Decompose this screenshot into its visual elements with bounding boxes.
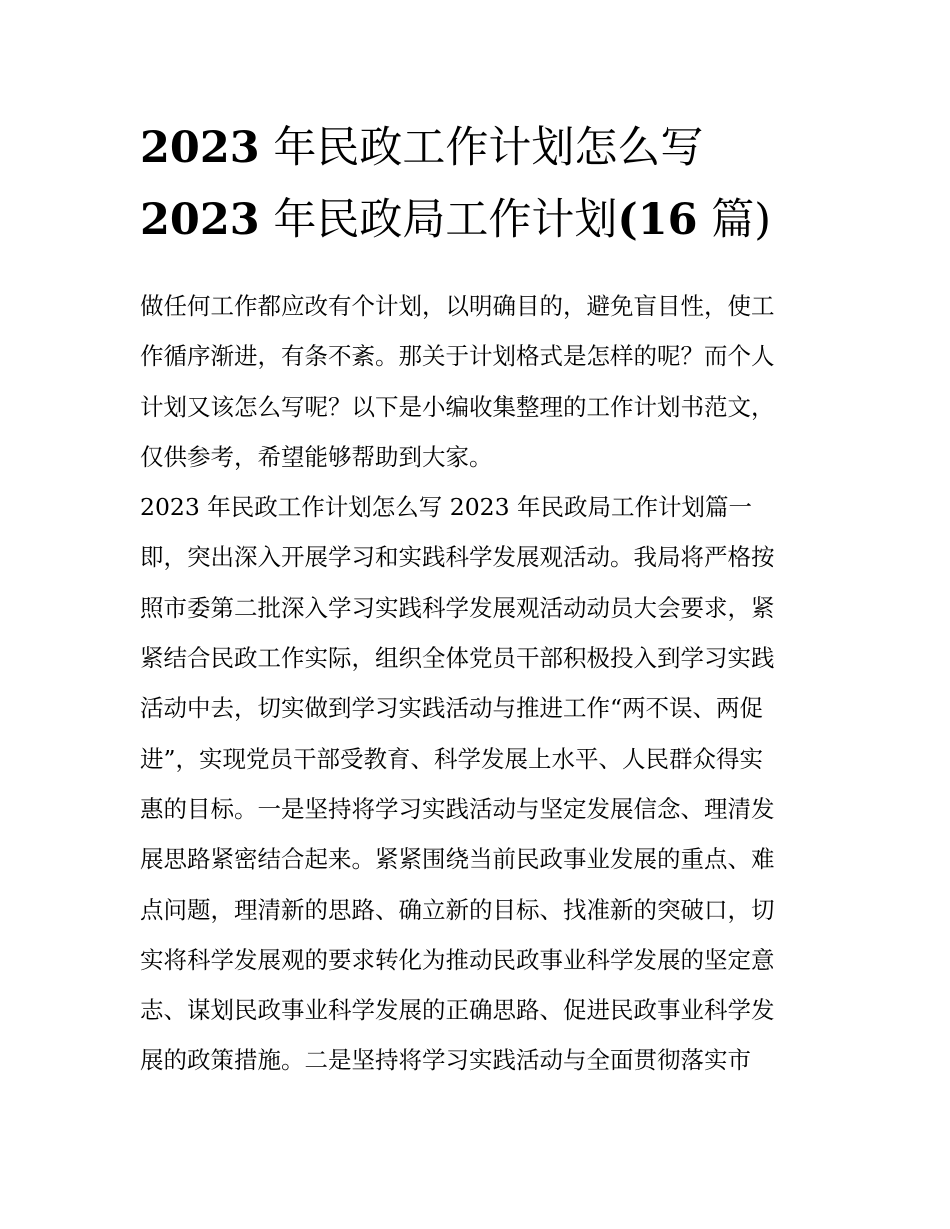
body-line: 展思路紧密结合起来。紧紧围绕当前民政事业发展的重点、难 bbox=[140, 845, 775, 874]
title-line-2 bbox=[140, 184, 830, 256]
document-body bbox=[140, 281, 820, 1086]
title-year: 2023 bbox=[140, 123, 260, 173]
title-text: 年民政工作计划怎么写 bbox=[273, 123, 704, 173]
body-line: 做任何工作都应改有个计划，以明确目的，避免盲目性，使工 bbox=[140, 292, 775, 320]
body-line: 紧结合民政工作实际，组织全体党员干部积极投入到学习实践 bbox=[140, 644, 775, 673]
title-line-1 bbox=[140, 112, 830, 184]
document-title bbox=[140, 112, 830, 256]
title-count: (16 bbox=[617, 195, 698, 245]
title-year: 2023 bbox=[140, 195, 260, 245]
title-count-suffix: 篇) bbox=[711, 195, 771, 245]
body-line: 即，突出深入开展学习和实践科学发展观活动。我局将严格按 bbox=[140, 543, 775, 572]
body-line: 点问题，理清新的思路、确立新的目标、找准新的突破口，切 bbox=[140, 895, 775, 924]
body-line: 照市委第二批深入学习实践科学发展观活动动员大会要求，紧 bbox=[140, 593, 775, 622]
body-line: 作循序渐进，有条不紊。那关于计划格式是怎样的呢？而个人 bbox=[140, 342, 775, 371]
body-line: 惠的目标。一是坚持将学习实践活动与坚定发展信念、理清发 bbox=[140, 794, 775, 823]
body-line: 进”，实现党员干部受教育、科学发展上水平、人民群众得实 bbox=[140, 744, 764, 773]
body-line: 实将科学发展观的要求转化为推动民政事业科学发展的坚定意 bbox=[140, 945, 775, 974]
title-text: 年民政局工作计划 bbox=[273, 195, 618, 245]
body-line: 展的政策措施。二是坚持将学习实践活动与全面贯彻落实市 bbox=[140, 1046, 751, 1075]
body-line: 计划又该怎么写呢？以下是小编收集整理的工作计划书范文， bbox=[140, 392, 775, 421]
body-line: 活动中去，切实做到学习实践活动与推进工作“两不误、两促 bbox=[140, 694, 764, 723]
body-line: 志、谋划民政事业科学发展的正确思路、促进民政事业科学发 bbox=[140, 996, 775, 1025]
body-line: 仅供参考，希望能够帮助到大家。 bbox=[140, 442, 493, 471]
section-heading: 2023 年民政工作计划怎么写 2023 年民政局工作计划篇一 bbox=[140, 493, 753, 522]
